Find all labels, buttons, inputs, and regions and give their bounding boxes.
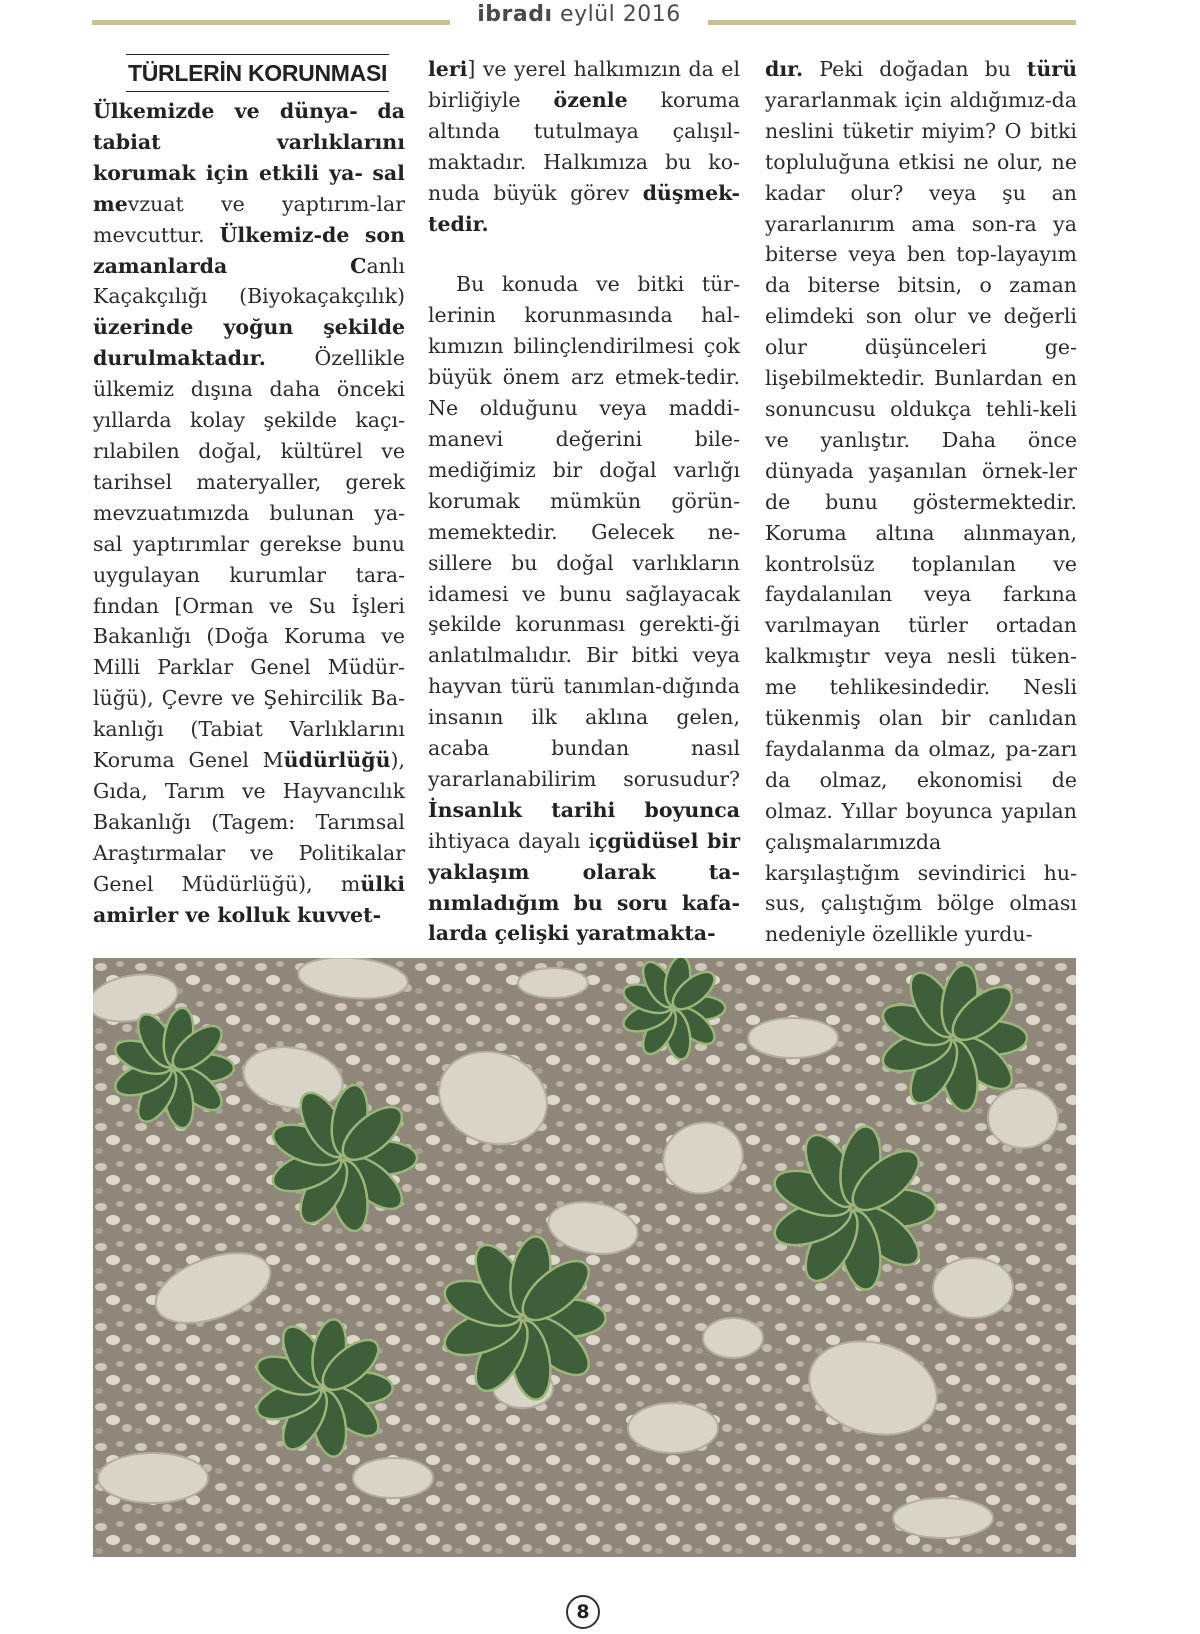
header-brand: ibradı bbox=[477, 2, 553, 27]
header-rule-left bbox=[92, 20, 450, 25]
page-number: 8 bbox=[566, 1595, 600, 1629]
column-2 bbox=[428, 54, 740, 949]
photo-image bbox=[93, 958, 1076, 1557]
paragraph-3: Bu konuda ve bitki tür-lerinin korunmasında hal-kımızın bilinçlendirilmesi çok büyük önem arz etmek-tedir. Ne olduğunu veya maddi-manevi değerini bile-mediğimiz bir doğal varlığı korumak mümkün görün-memektedir. Gelecek ne-sillere bu doğal varlıkların idamesi ve bunu sağlayacak şekilde korunması gerekti-ği anlatılmalıdır. Bir bitki veya hayvan türü tanımlan-dığında insanın ilk aklına gelen, acaba bundan nasıl yararlanabilirim sorusudur? İnsanlık tarihi boyunca ihtiyaca dayalı içgüdüsel bir yaklaşım olarak ta-nımladığım bu soru kafa-larda çelişki yaratmakta- bbox=[428, 272, 740, 946]
header-issue: eylül 2016 bbox=[560, 2, 681, 27]
plant-photo bbox=[93, 958, 1076, 1557]
column-3 bbox=[765, 54, 1077, 950]
header-title bbox=[450, 2, 708, 27]
header-rule-right bbox=[708, 20, 1076, 25]
paragraph-4: dır. Peki doğadan bu türü yararlanmak için aldığımız-da neslini tüketir miyim? O bitki topluluğuna etkisi ne olur, ne kadar olur? veya şu an yararlanırım ama son-ra ya biterse veya ben top-layayım da biterse bitsin, o zaman elimdeki son olur ve değerli olur düşünceleri ge-lişebilmektedir. Bunlardan en sonuncusu oldukça tehli-keli ve yanlıştır. Daha önce dünyada yaşanılan örnek-ler de bunu göstermektedir. Koruma altına alınmayan, kontrolsüz toplanılan ve faydalanılan veya farkına varılmayan türler ortadan kalkmıştır veya nesli tüken-me tehlikesindedir. Nesli tükenmiş olan bir canlıdan faydalanma da olmaz, pa-zarı da olmaz, ekonomisi de olmaz. Yıllar boyunca yapılan çalışmalarımızda karşılaştığım sevindirici hu-sus, çalıştığım bölge olması nedeniyle özellikle yurdu- bbox=[765, 57, 1077, 947]
column-1 bbox=[93, 54, 405, 930]
paragraph-1: Ülkemizde ve dünya- da tabiat varlıklarını korumak için etkili ya- sal mevzuat ve yaptırım-lar mevcuttur. Ülkemiz-de son zamanlarda Canlı Kaçakçılığı (Biyokaçakçılık) üzerinde yoğun şekilde durulmaktadır. Özellikle ülkemiz dışına daha önceki yıllarda kolay şekilde kaçı-rılabilen doğal, kültürel ve tarihsel materyaller, gerek mevzuatımızda bulunan ya-sal yaptırımlar gerekse bunu uygulayan kurumlar tara-fından [Orman ve Su İşleri Bakanlığı (Doğa Koruma ve Milli Parklar Genel Müdür-lüğü), Çevre ve Şehircilik Ba-kanlığı (Tabiat Varlıklarını Koruma Genel Müdürlüğü), Gıda, Tarım ve Hayvancılık Bakanlığı (Tagem: Tarımsal Araştırmalar ve Politikalar Genel Müdürlüğü), mülki amirler ve kolluk kuvvet- bbox=[93, 99, 405, 927]
section-title: TÜRLERİN KORUNMASI bbox=[126, 54, 389, 92]
paragraph-2: leri] ve yerel halkımızın da el birliğiyle özenle koruma altında tutulmaya çalışıl-maktadır. Halkımıza bu ko-nuda büyük görev düşmek-tedir. bbox=[428, 57, 740, 236]
